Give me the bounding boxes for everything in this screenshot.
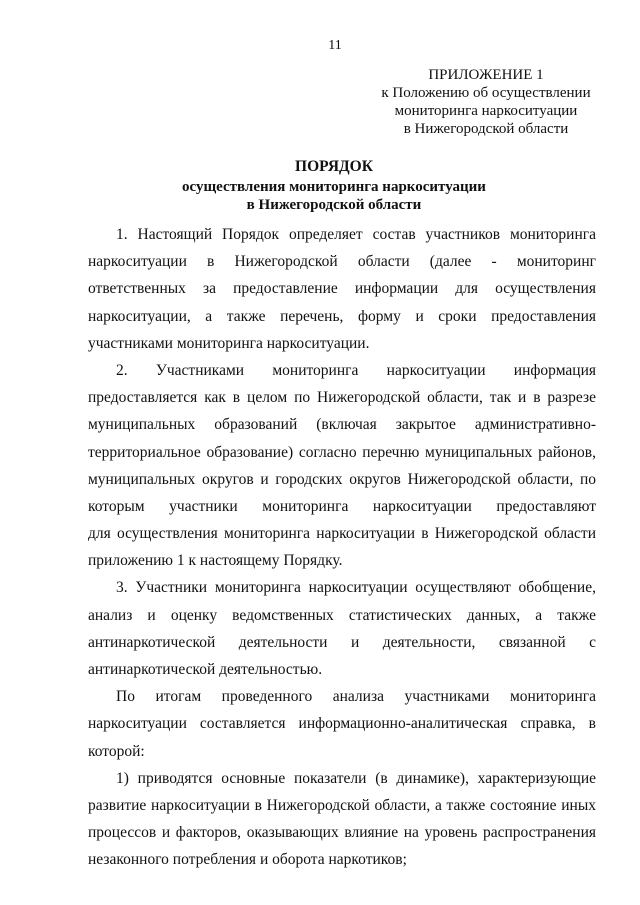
text-line: 1) приводятся основные показатели (в динамике), характеризующие (116, 769, 596, 787)
text-line: которым участники мониторинга наркоситуации предоставляют (88, 497, 596, 515)
text-line: 1. Настоящий Порядок определяет состав участников мониторинга (116, 226, 596, 243)
page-number: 11 (328, 38, 342, 53)
text-line: для осуществления мониторинга наркоситуации в Нижегородской области (88, 525, 596, 543)
text-line: участниками мониторинга наркоситуации. (88, 334, 370, 352)
appendix-line: к Положению об осуществлении (381, 85, 591, 101)
document-title (0, 158, 640, 214)
text-line: 2. Участниками мониторинга наркоситуации информация (116, 361, 596, 379)
appendix-line: в Нижегородской области (403, 121, 569, 137)
text-line: антинаркотической деятельности и деятельности, связанной с (88, 633, 596, 651)
appendix-header (370, 66, 602, 138)
text-line: муниципальных округов и городских округов Нижегородской области, по (88, 470, 596, 488)
text-line: анализ и оценку ведомственных статистических данных, а также (88, 606, 596, 624)
text-line: территориальное образование) согласно перечню муниципальных районов, (88, 443, 596, 461)
title-line: ПОРЯДОК (295, 158, 373, 175)
appendix-line: мониторинга наркоситуации (394, 103, 578, 119)
title-line: осуществления мониторинга наркоситуации (182, 179, 486, 195)
text-line: ответственных за предоставление информации для осуществления (88, 280, 596, 298)
text-line: которой: (88, 742, 145, 760)
text-line: 3. Участники мониторинга наркоситуации осуществляют обобщение, (116, 579, 596, 597)
text-line: предоставляется как в целом по Нижегородской области, так и в разрезе (88, 389, 596, 407)
text-line: процессов и факторов, оказывающих влияние на уровень распространения (88, 824, 596, 842)
text-line: наркоситуации, а также перечень, форму и сроки предоставления (88, 307, 596, 325)
text-line: антинаркотической деятельностью. (88, 661, 323, 678)
appendix-title: ПРИЛОЖЕНИЕ 1 (428, 67, 544, 83)
text-line: приложению 1 к настоящему Порядку. (88, 552, 343, 570)
text-line: незаконного потребления и оборота наркотиков; (88, 851, 407, 869)
text-line: муниципальных образований (включая закрытое административно- (88, 416, 596, 434)
title-line: в Нижегородской области (246, 197, 422, 213)
text-line: наркоситуации в Нижегородской области (далее - мониторинг (88, 253, 596, 271)
text-line: наркоситуации составляется информационно-аналитическая справка, в (88, 715, 596, 733)
text-line: По итогам проведенного анализа участниками мониторинга (116, 688, 596, 706)
document-body (88, 221, 596, 874)
text-line: развитие наркоситуации в Нижегородской области, а также состояние иных (88, 796, 596, 814)
